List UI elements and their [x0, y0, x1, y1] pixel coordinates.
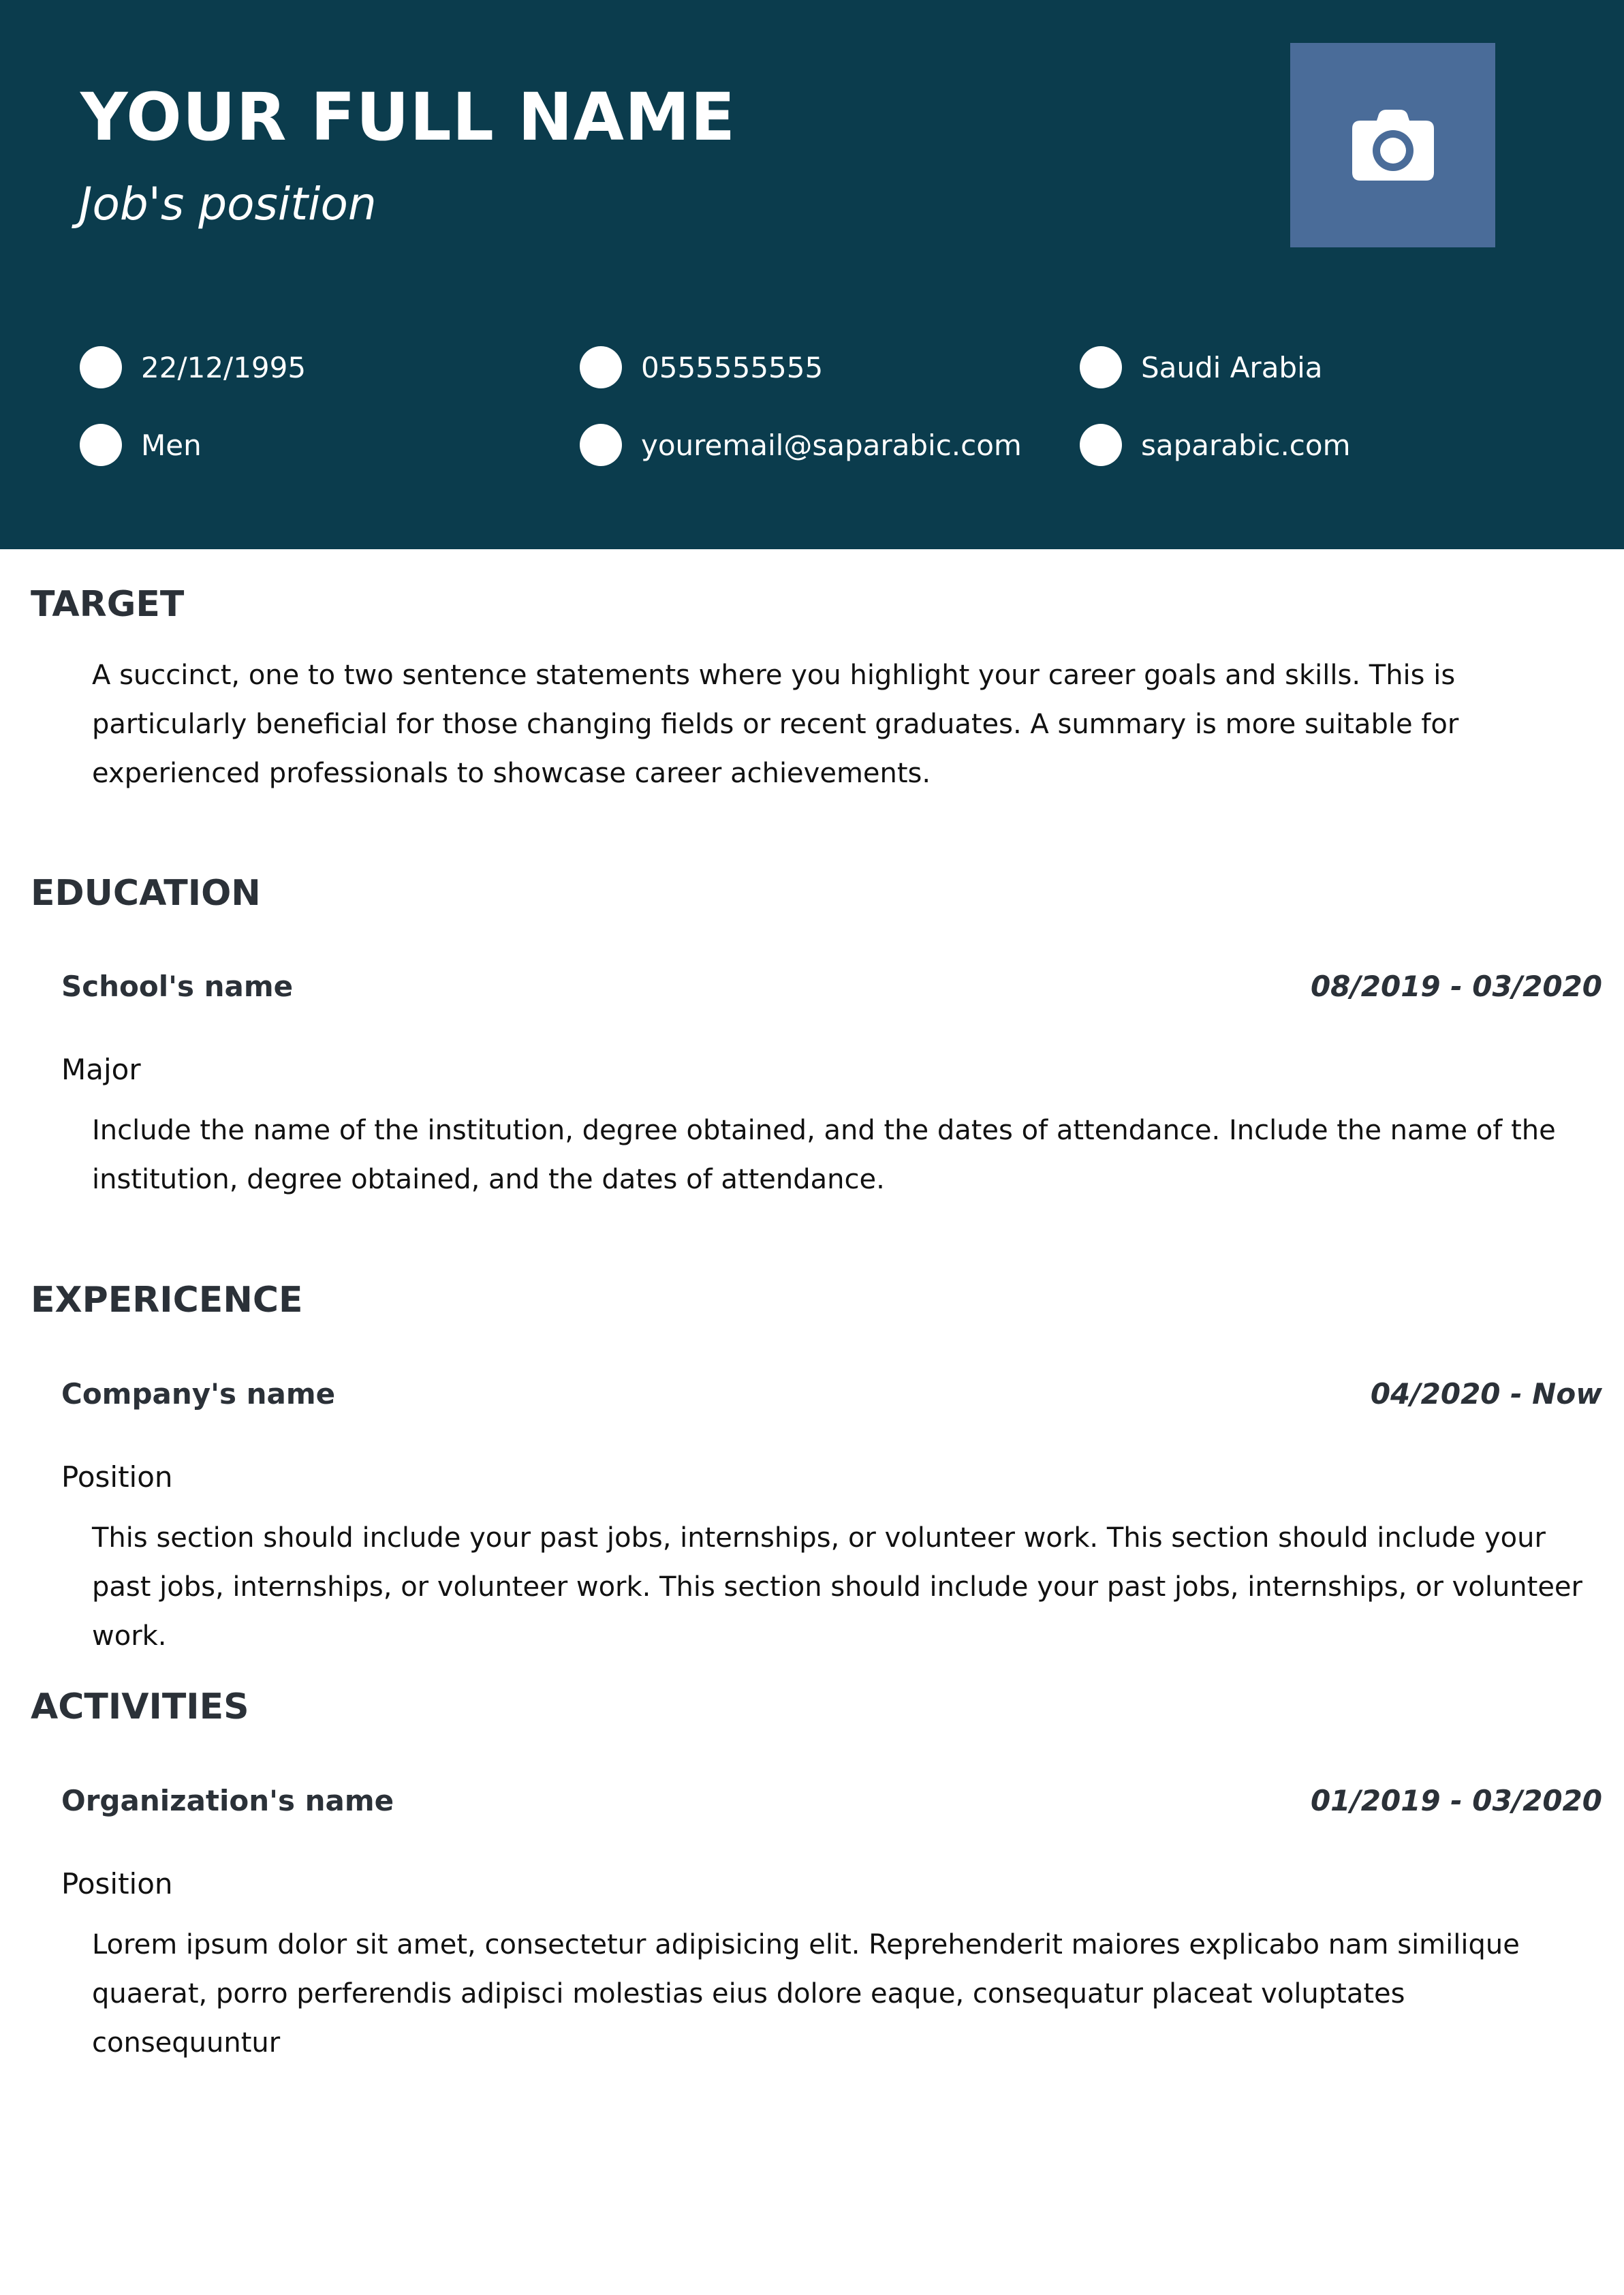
target-heading: TARGET [31, 584, 185, 625]
school-name: School's name [61, 970, 294, 1003]
phone-icon [580, 346, 622, 388]
birth-date-icon [80, 346, 122, 388]
contact-birth-date [80, 345, 306, 389]
email-icon [580, 424, 622, 466]
contact-email[interactable] [580, 423, 1022, 467]
full-name: YOUR FULL NAME [80, 79, 736, 155]
country-text: Saudi Arabia [1141, 350, 1323, 384]
education-heading: EDUCATION [31, 873, 261, 914]
email-text[interactable]: youremail@saparabic.com [641, 428, 1022, 462]
contact-country [1080, 345, 1323, 389]
contact-phone [580, 345, 823, 389]
organization-name: Organization's name [61, 1784, 394, 1817]
resume-header [0, 0, 1624, 549]
gender-text: Men [141, 428, 202, 462]
camera-icon [1352, 110, 1434, 181]
activities-heading: ACTIVITIES [31, 1686, 249, 1727]
experience-text: This section should include your past jobs, internships, or volunteer work. This section should include your past jobs, internships, or volunteer work. This section should include your past jobs, internships, or volunteer work. [92, 1522, 1582, 1652]
contact-gender [80, 423, 202, 467]
company-name: Company's name [61, 1377, 336, 1411]
experience-dates: 04/2020 - Now [1370, 1377, 1602, 1411]
activities-position: Position [61, 1867, 173, 1900]
website-text[interactable]: saparabic.com [1141, 428, 1351, 462]
education-dates: 08/2019 - 03/2020 [1310, 970, 1602, 1003]
target-text: A succinct, one to two sentence statements where you highlight your career goals and skills. This is particularly beneficial for those changing fields or recent graduates. A summary is more suitable for experienced professionals to showcase career achievements. [92, 660, 1459, 789]
education-text: Include the name of the institution, degree obtained, and the dates of attendance. Include the name of the institution, degree obtained, and the dates of attendance. [92, 1115, 1556, 1195]
experience-position: Position [61, 1460, 173, 1494]
education-major: Major [61, 1053, 141, 1086]
experience-heading: EXPERICENCE [31, 1280, 303, 1321]
photo-placeholder[interactable] [1290, 43, 1495, 247]
job-position: Job's position [79, 178, 377, 230]
location-icon [1080, 346, 1122, 388]
phone-text: 0555555555 [641, 350, 824, 384]
gender-icon [80, 424, 122, 466]
website-icon [1080, 424, 1122, 466]
birth-date-text: 22/12/1995 [141, 350, 307, 384]
activities-dates: 01/2019 - 03/2020 [1310, 1784, 1602, 1817]
contact-website[interactable] [1080, 423, 1351, 467]
activities-text: Lorem ipsum dolor sit amet, consectetur adipisicing elit. Reprehenderit maiores explicabo nam similique quaerat, porro perferendis adipisci molestias eius dolore eaque, consequatur placeat voluptates consequuntur [92, 1929, 1520, 2059]
